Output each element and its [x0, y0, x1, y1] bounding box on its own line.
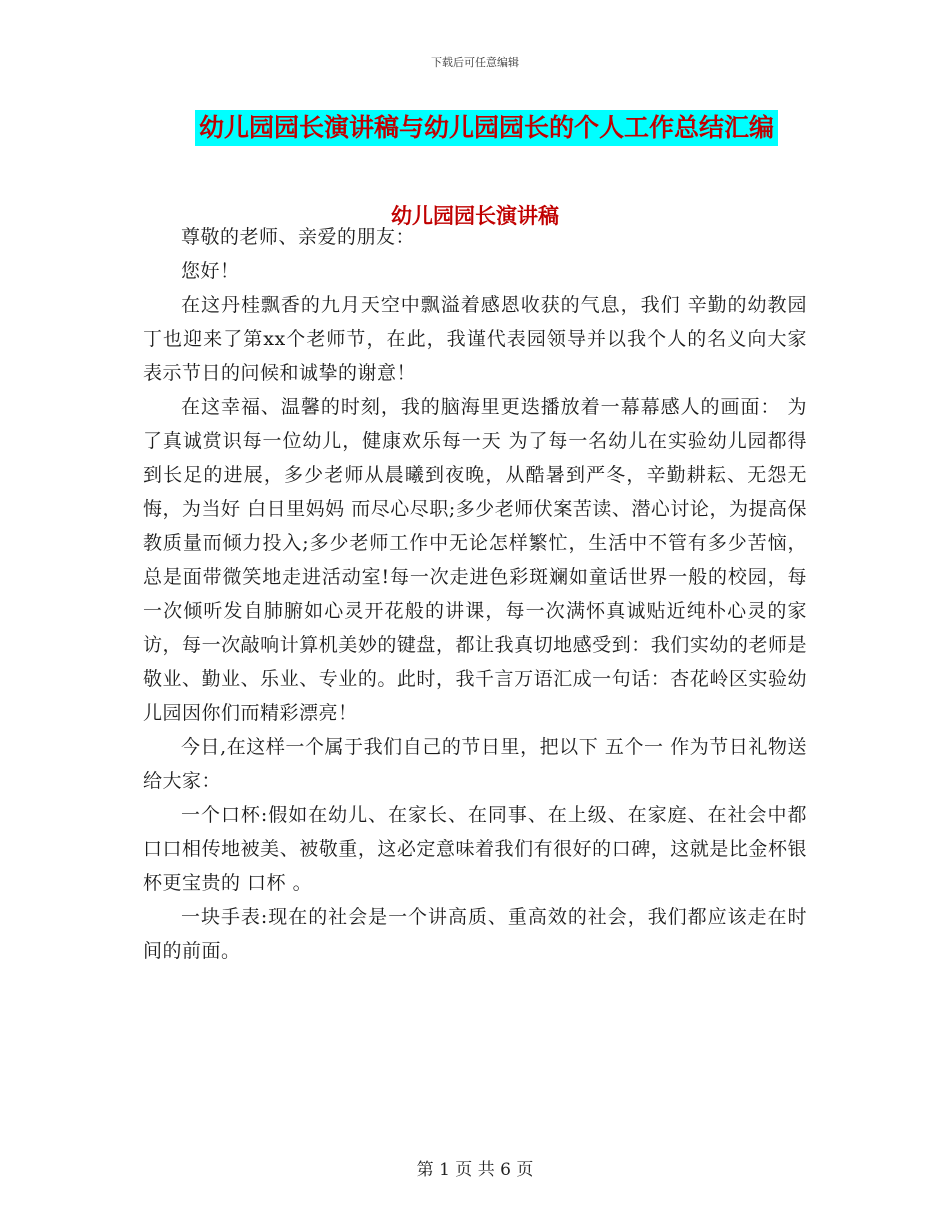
paragraph-greeting: 您好！ [181, 260, 240, 282]
paragraph-gift-watch: 一块手表:现在的社会是一个讲高质、重高效的社会，我们都应该走在时间的前面。 [143, 906, 807, 962]
header-note: 下载后可任意编辑 [431, 56, 519, 69]
paragraph-intro: 在这丹桂飘香的九月天空中飘溢着感恩收获的气息，我们 辛勤的幼教园丁也迎来了第xx个老师节，在此，我谨代表园领导并以我个人的名义向大家表示节日的问候和诚挚的谢意！ [143, 294, 807, 384]
paragraph-memories: 在这幸福、温馨的时刻，我的脑海里更迭播放着一幕幕感人的画面： 为了真诚赏识每一位幼儿，健康欢乐每一天 为了每一名幼儿在实验幼儿园都得到长足的进展，多少老师从晨曦到夜晚，从酷暑到严冬，辛勤耕耘、无怨无悔，为当好 白日里妈妈 而尽心尽职;多少老师伏案苦读、潜心讨论，为提高保教质量而倾力投入;多少老师工作中无论怎样繁忙，生活中不管有多少苦恼，总是面带微笑地走进活动室!每一次走进色彩斑斓如童话世界一般的校园，每一次倾听发自肺腑如心灵开花般的讲课，每一次满怀真诚贴近纯朴心灵的家访，每一次敲响计算机美妙的键盘，都让我真切地感受到：我们实幼的老师是敬业、勤业、乐业、专业的。此时，我千言万语汇成一句话：杏花岭区实验幼儿园因你们而精彩漂亮！ [143, 396, 807, 724]
paragraph-salutation: 尊敬的老师、亲爱的朋友： [181, 226, 416, 248]
body-text [143, 220, 807, 968]
paragraph-gift-cup: 一个口杯:假如在幼儿、在家长、在同事、在上级、在家庭、在社会中都口口相传地被美、被敬重，这必定意味着我们有很好的口碑，这就是比金杯银杯更宝贵的 口杯 。 [143, 804, 807, 894]
paragraph-gifts-intro: 今日,在这样一个属于我们自己的节日里，把以下 五个一 作为节日礼物送给大家： [143, 736, 807, 792]
section-title: 幼儿园园长演讲稿 [391, 204, 559, 228]
page-footer: 第 1 页 共 6 页 [416, 1160, 534, 1180]
document-title: 幼儿园园长演讲稿与幼儿园园长的个人工作总结汇编 [195, 110, 778, 146]
